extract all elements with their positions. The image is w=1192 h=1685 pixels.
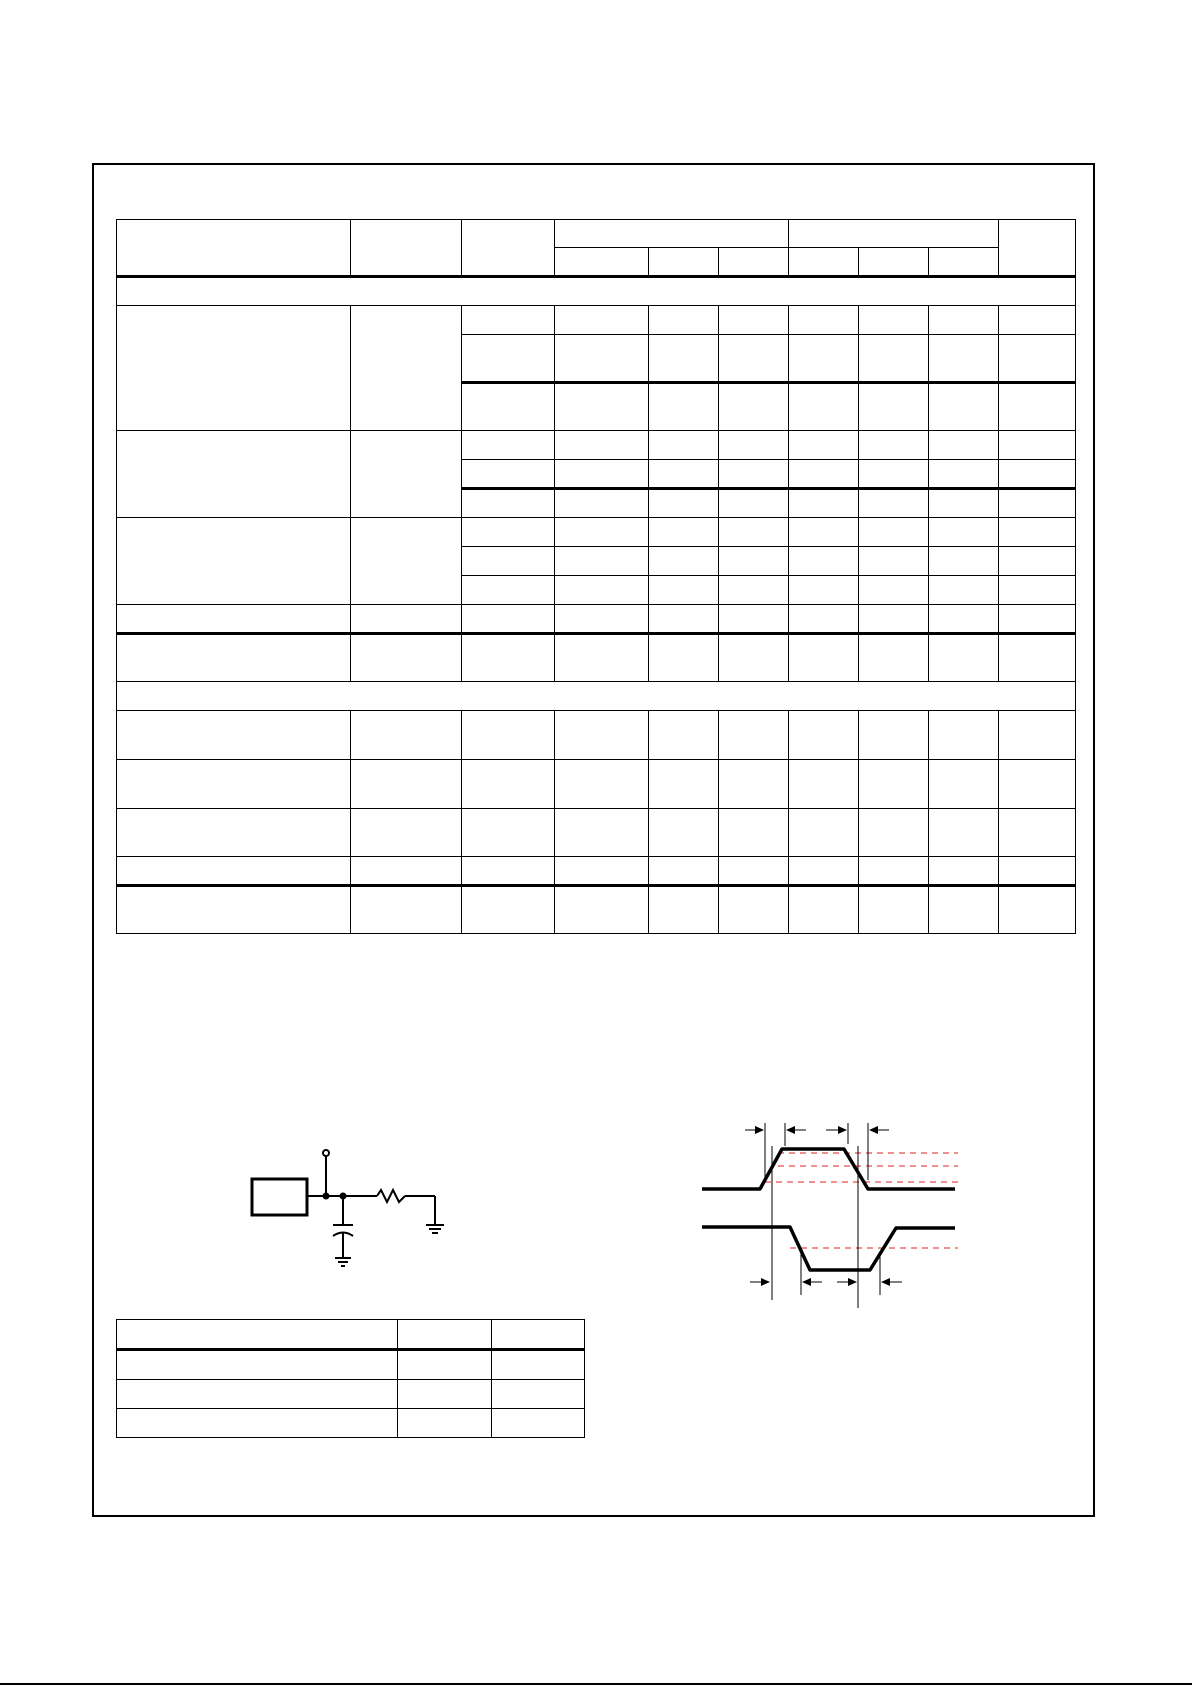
legend-row — [117, 1380, 585, 1409]
input-waveform — [702, 1149, 955, 1189]
legend-row — [117, 1350, 585, 1380]
legend-header-row — [117, 1320, 585, 1350]
legend-row — [117, 1409, 585, 1438]
legend-table — [116, 1319, 585, 1438]
